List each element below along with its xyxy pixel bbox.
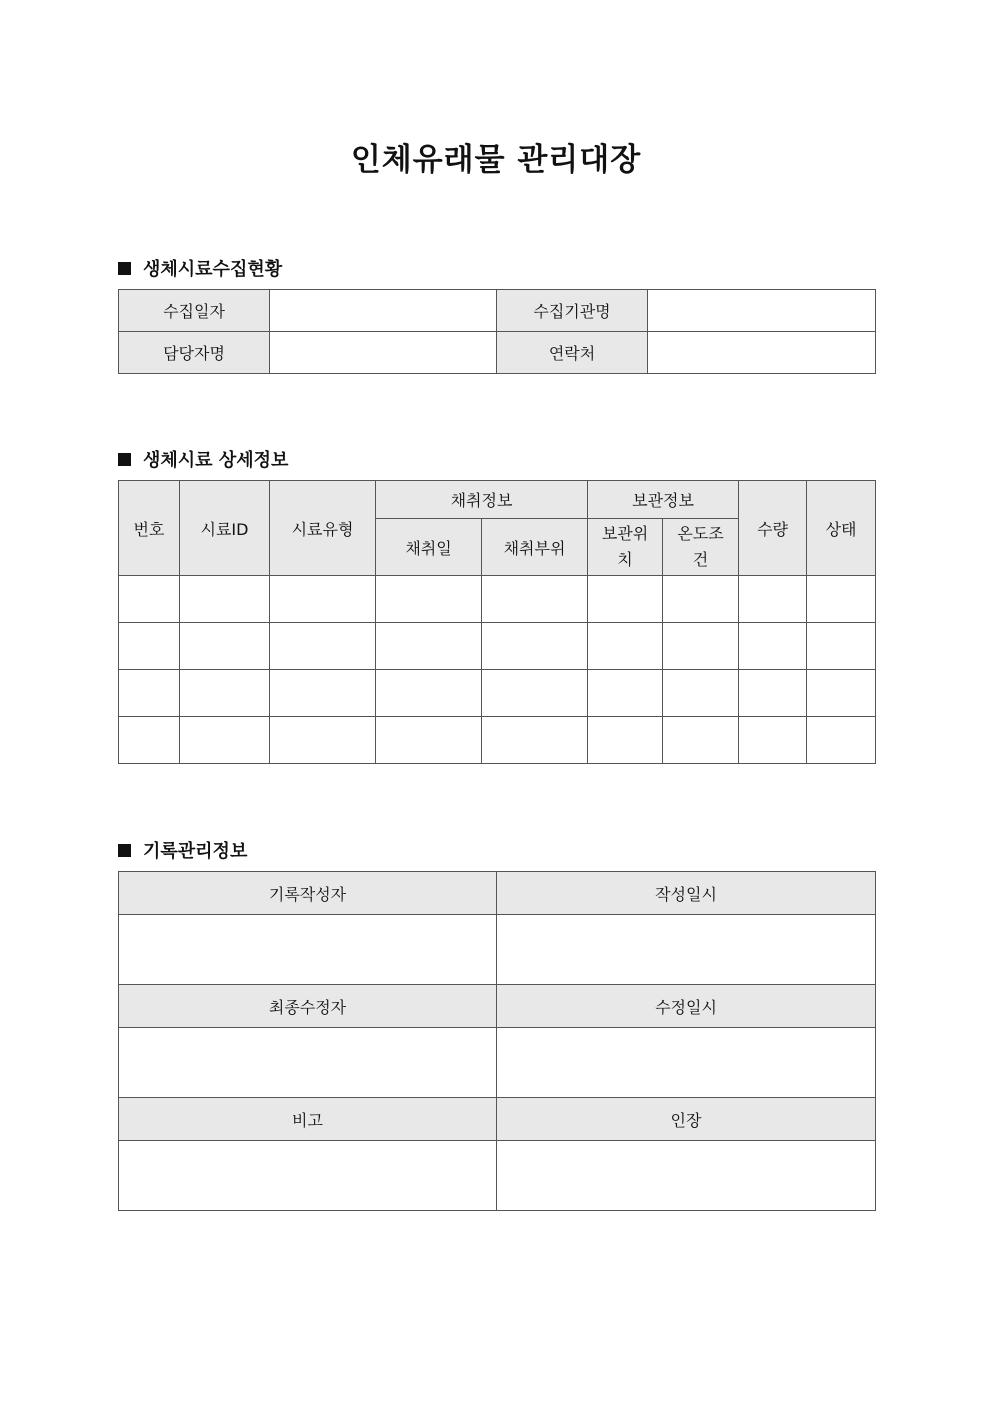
square-bullet-icon xyxy=(118,262,131,275)
last-modifier-label: 최종수정자 xyxy=(119,985,497,1028)
manager-field[interactable] xyxy=(270,332,497,374)
table-row xyxy=(119,576,876,623)
section-heading-text: 생체시료 상세정보 xyxy=(143,450,289,471)
table-cell[interactable] xyxy=(739,576,807,623)
table-cell[interactable] xyxy=(807,717,876,764)
collection-date-field[interactable] xyxy=(270,290,497,332)
section-record-management-heading xyxy=(118,837,247,863)
record-management-table xyxy=(118,871,876,1211)
table-cell[interactable] xyxy=(807,670,876,717)
table-cell[interactable] xyxy=(482,576,588,623)
table-cell[interactable] xyxy=(270,623,376,670)
header-sample-id: 시료ID xyxy=(180,481,270,576)
table-cell[interactable] xyxy=(119,623,180,670)
table-cell[interactable] xyxy=(588,576,663,623)
header-quantity: 수량 xyxy=(739,481,807,576)
table-cell[interactable] xyxy=(588,623,663,670)
table-cell[interactable] xyxy=(739,717,807,764)
collection-date-label: 수집일자 xyxy=(119,290,270,332)
header-temperature xyxy=(663,519,739,576)
header-collection-site: 채취부위 xyxy=(482,519,588,576)
table-row xyxy=(119,623,876,670)
section-heading-text: 생체시료수집현황 xyxy=(143,259,283,280)
section-sample-detail-heading xyxy=(118,446,288,472)
table-cell[interactable] xyxy=(663,623,739,670)
table-cell[interactable] xyxy=(376,576,482,623)
table-cell[interactable] xyxy=(270,717,376,764)
section-collection-status-heading xyxy=(118,255,282,281)
table-cell[interactable] xyxy=(807,623,876,670)
header-storage-location-line1: 보관위 xyxy=(601,524,649,543)
table-cell[interactable] xyxy=(482,623,588,670)
contact-label: 연락처 xyxy=(497,332,648,374)
table-cell[interactable] xyxy=(119,576,180,623)
table-cell[interactable] xyxy=(588,717,663,764)
last-modifier-field[interactable] xyxy=(119,1028,497,1098)
table-cell[interactable] xyxy=(376,670,482,717)
table-row xyxy=(119,670,876,717)
header-storage-location-line2: 치 xyxy=(617,550,633,569)
header-temperature-line1: 온도조 xyxy=(677,524,724,543)
header-no: 번호 xyxy=(119,481,180,576)
table-cell[interactable] xyxy=(376,717,482,764)
table-cell[interactable] xyxy=(180,717,270,764)
table-cell[interactable] xyxy=(119,717,180,764)
header-sample-type: 시료유형 xyxy=(270,481,376,576)
section-heading-text: 기록관리정보 xyxy=(143,841,248,862)
table-cell[interactable] xyxy=(119,670,180,717)
square-bullet-icon xyxy=(118,453,131,466)
table-cell[interactable] xyxy=(739,623,807,670)
table-cell[interactable] xyxy=(663,717,739,764)
modified-at-label: 수정일시 xyxy=(497,985,876,1028)
remarks-field[interactable] xyxy=(119,1141,497,1211)
seal-field[interactable] xyxy=(497,1141,876,1211)
remarks-label: 비고 xyxy=(119,1098,497,1141)
header-storage-info: 보관정보 xyxy=(588,481,739,519)
table-cell[interactable] xyxy=(180,576,270,623)
page-title: 인체유래물 관리대장 xyxy=(350,142,642,178)
table-cell[interactable] xyxy=(482,670,588,717)
header-temperature-line2: 건 xyxy=(692,550,709,569)
header-storage-location xyxy=(588,519,663,576)
record-author-field[interactable] xyxy=(119,915,497,985)
contact-field[interactable] xyxy=(648,332,876,374)
collection-status-table xyxy=(118,289,876,374)
table-cell[interactable] xyxy=(663,576,739,623)
created-at-field[interactable] xyxy=(497,915,876,985)
table-cell[interactable] xyxy=(180,670,270,717)
square-bullet-icon xyxy=(118,844,131,857)
table-cell[interactable] xyxy=(482,717,588,764)
table-cell[interactable] xyxy=(270,576,376,623)
table-row xyxy=(119,717,876,764)
seal-label: 인장 xyxy=(497,1098,876,1141)
table-cell[interactable] xyxy=(270,670,376,717)
header-collection-info: 채취정보 xyxy=(376,481,588,519)
created-at-label: 작성일시 xyxy=(497,872,876,915)
record-author-label: 기록작성자 xyxy=(119,872,497,915)
table-cell[interactable] xyxy=(376,623,482,670)
collection-institution-label: 수집기관명 xyxy=(497,290,648,332)
manager-label: 담당자명 xyxy=(119,332,270,374)
table-cell[interactable] xyxy=(180,623,270,670)
table-cell[interactable] xyxy=(588,670,663,717)
sample-detail-table xyxy=(118,480,876,764)
modified-at-field[interactable] xyxy=(497,1028,876,1098)
table-cell[interactable] xyxy=(807,576,876,623)
header-collection-date: 채취일 xyxy=(376,519,482,576)
collection-institution-field[interactable] xyxy=(648,290,876,332)
header-status: 상태 xyxy=(807,481,876,576)
table-cell[interactable] xyxy=(663,670,739,717)
table-cell[interactable] xyxy=(739,670,807,717)
